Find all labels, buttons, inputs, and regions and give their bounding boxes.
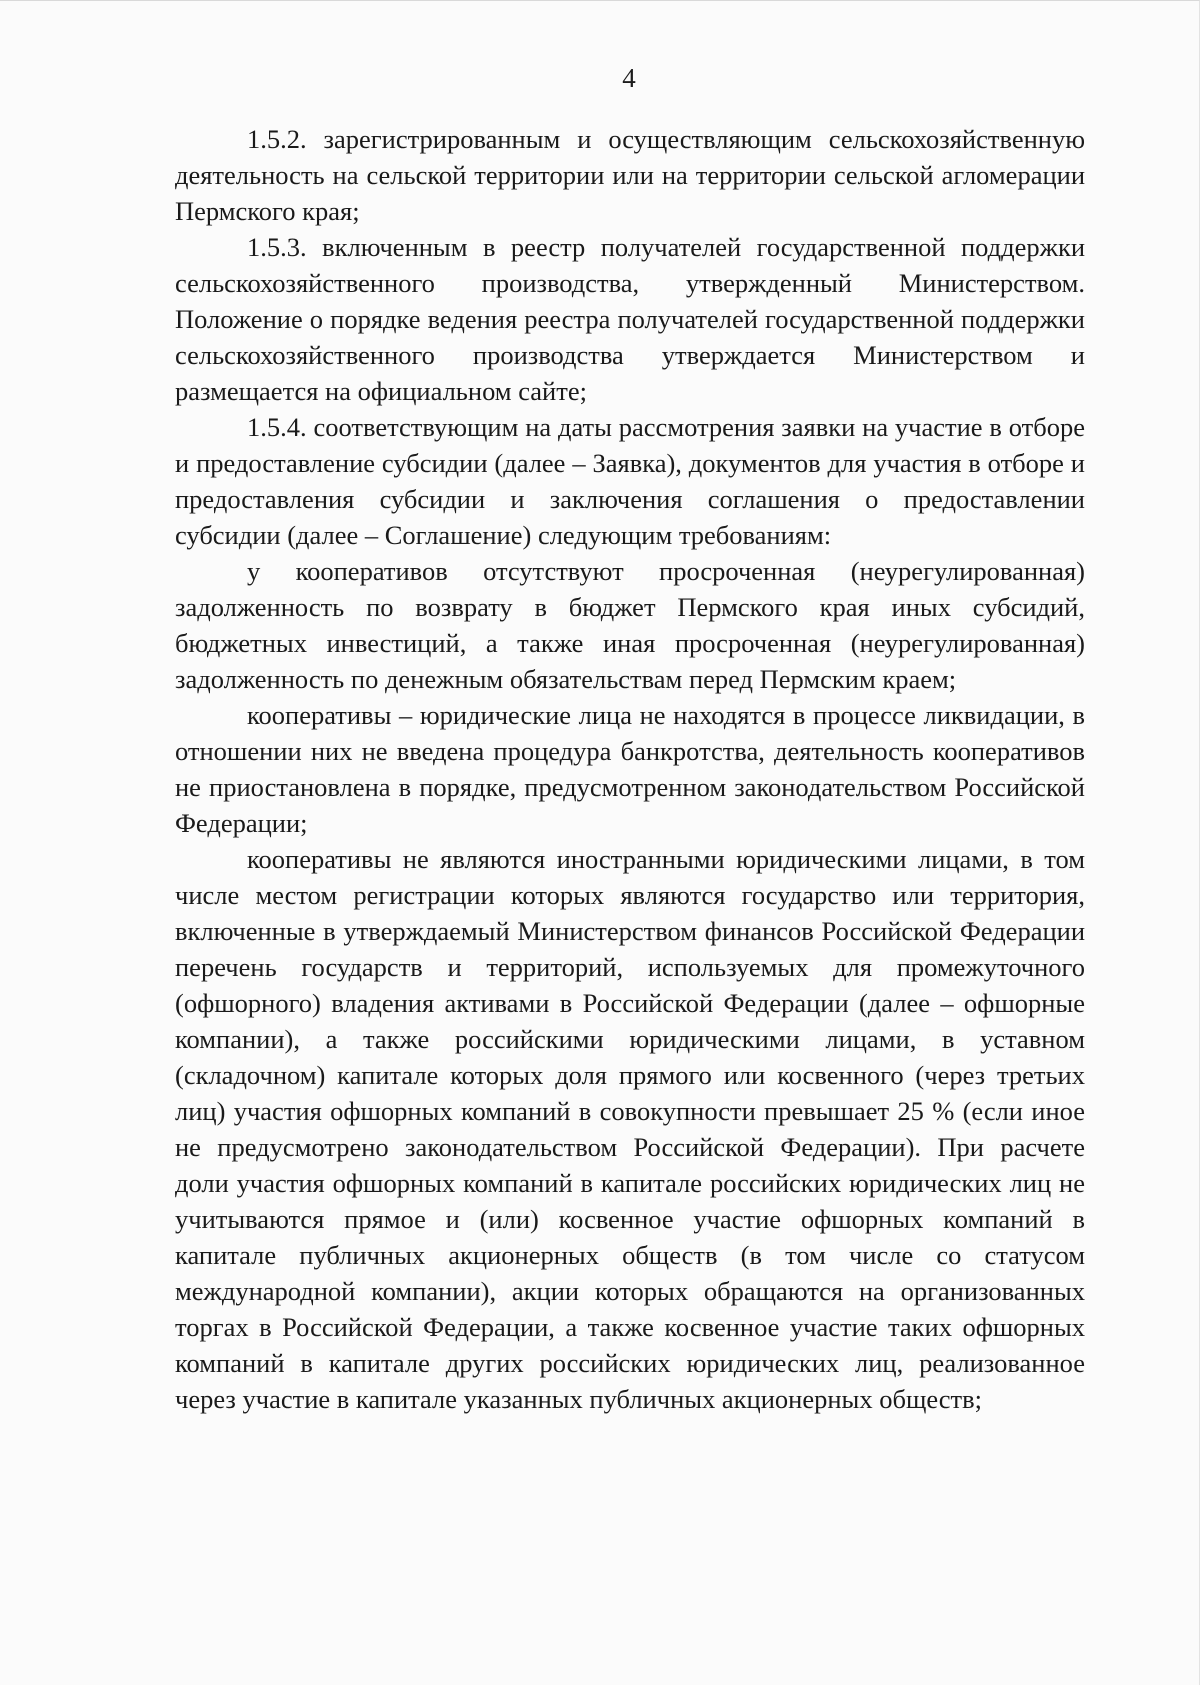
paragraph-1-5-2: 1.5.2. зарегистрированным и осуществляющим сельскохозяйственную деятельность на сельской территории или на территории сельской агломерации Пермского края; <box>175 124 1085 226</box>
document-body <box>175 121 1085 1417</box>
page-number: 4 <box>622 63 636 93</box>
paragraph-1-5-3: 1.5.3. включенным в реестр получателей государственной поддержки сельскохозяйственного производства, утвержденный Министерством. Положение о порядке ведения реестра получателей государственной поддержки сельскохозяйственного производства утверждается Министерством и размещается на официальном сайте; <box>175 232 1085 406</box>
paragraph-1-5-4: 1.5.4. соответствующим на даты рассмотрения заявки на участие в отборе и предоставление субсидии (далее – Заявка), документов для участия в отборе и предоставления субсидии и заключения соглашения о предоставлении субсидии (далее – Соглашение) следующим требованиям: <box>175 412 1085 550</box>
paragraph-no-debt-requirement: у кооперативов отсутствуют просроченная (неурегулированная) задолженность по возврату в бюджет Пермского края иных субсидий, бюджетных инвестиций, а также иная просроченная (неурегулированная) задолженность по денежным обязательствам перед Пермским краем; <box>175 556 1085 694</box>
paragraph-no-offshore-requirement: кооперативы не являются иностранными юридическими лицами, в том числе местом регистрации которых являются государство или территория, включенные в утверждаемый Министерством финансов Российской Федерации перечень государств и территорий, используемых для промежуточного (офшорного) владения активами в Российской Федерации (далее – офшорные компании), а также российскими юридическими лицами, в уставном (складочном) капитале которых доля прямого или косвенного (через третьих лиц) участия офшорных компаний в совокупности превышает 25 % (если иное не предусмотрено законодательством Российской Федерации). При расчете доли участия офшорных компаний в капитале российских юридических лиц не учитываются прямое и (или) косвенное участие офшорных компаний в капитале публичных акционерных обществ (в том числе со статусом международной компании), акции которых обращаются на организованных торгах в Российской Федерации, а также косвенное участие таких офшорных компаний в капитале других российских юридических лиц, реализованное через участие в капитале указанных публичных акционерных обществ; <box>175 844 1085 1414</box>
paragraph-no-liquidation-requirement: кооперативы – юридические лица не находятся в процессе ликвидации, в отношении них не введена процедура банкротства, деятельность кооперативов не приостановлена в порядке, предусмотренном законодательством Российской Федерации; <box>175 700 1085 838</box>
